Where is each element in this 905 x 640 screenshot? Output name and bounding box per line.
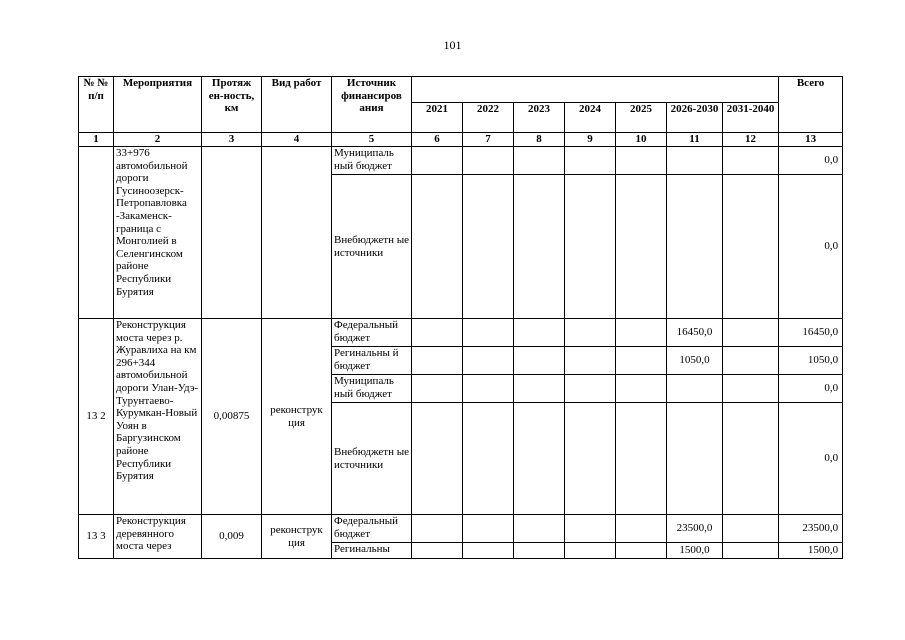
header-work-type: Вид работ (262, 77, 332, 133)
column-number: 9 (565, 133, 616, 147)
column-number: 11 (667, 133, 723, 147)
funding-source: Внебюджетн ые источники (332, 175, 412, 319)
header-length: Протяж ен-ность, км (202, 77, 262, 133)
funding-source: Муниципаль ный бюджет (332, 375, 412, 403)
funding-source: Внебюджетн ые источники (332, 403, 412, 515)
value-2026-2030: 1050,0 (667, 347, 723, 375)
funding-source: Федеральный бюджет (332, 319, 412, 347)
header-source: Источник финансиров ания (332, 77, 412, 133)
column-number: 6 (412, 133, 463, 147)
funding-total: 0,0 (779, 403, 843, 515)
header-year: 2022 (463, 103, 514, 133)
header-year: 2024 (565, 103, 616, 133)
header-year: 2025 (616, 103, 667, 133)
header-measure: Мероприятия (114, 77, 202, 133)
column-number: 8 (514, 133, 565, 147)
funding-total: 1050,0 (779, 347, 843, 375)
column-number: 4 (262, 133, 332, 147)
row-work-type (262, 147, 332, 319)
table-row (79, 147, 843, 175)
column-number: 3 (202, 133, 262, 147)
column-number: 12 (723, 133, 779, 147)
row-work-type: реконструк ция (262, 319, 332, 515)
row-num: 13 3 (79, 515, 114, 559)
header-year: 2026-2030 (667, 103, 723, 133)
funding-source: Федеральный бюджет (332, 515, 412, 543)
value-2026-2030 (667, 375, 723, 403)
row-num (79, 147, 114, 319)
value-2026-2030: 16450,0 (667, 319, 723, 347)
column-number: 2 (114, 133, 202, 147)
table-row (79, 319, 843, 347)
column-number: 13 (779, 133, 843, 147)
funding-total: 16450,0 (779, 319, 843, 347)
header-year: 2021 (412, 103, 463, 133)
row-measure: Реконструкция моста через р. Журавлиха на км 296+344 автомобильной дороги Улан-Удэ-Турунтаево-Курумкан-Новый Уоян в Баргузинском районе Республики Бурятия (114, 319, 202, 515)
column-number: 10 (616, 133, 667, 147)
value-2026-2030 (667, 147, 723, 175)
value-2026-2030: 23500,0 (667, 515, 723, 543)
row-length: 0,009 (202, 515, 262, 559)
row-measure: Реконструкция деревянного моста через (114, 515, 202, 559)
header-total: Всего (779, 77, 843, 133)
funding-total: 23500,0 (779, 515, 843, 543)
header-years-group (412, 77, 779, 103)
funding-table (78, 76, 843, 559)
funding-source: Регинальны (332, 543, 412, 559)
value-2026-2030 (667, 175, 723, 319)
page-number: 101 (443, 38, 462, 52)
row-length (202, 147, 262, 319)
funding-total: 0,0 (779, 147, 843, 175)
funding-source: Регинальны й бюджет (332, 347, 412, 375)
funding-total: 0,0 (779, 175, 843, 319)
value-2026-2030 (667, 403, 723, 515)
funding-total: 1500,0 (779, 543, 843, 559)
column-number: 5 (332, 133, 412, 147)
row-measure: 33+976 автомобильной дороги Гусиноозерск-Петропавловка -Закаменск-граница с Монголией в Селенгинском районе Республики Бурятия (114, 147, 202, 319)
column-number: 7 (463, 133, 514, 147)
column-number: 1 (79, 133, 114, 147)
table-row (79, 515, 843, 543)
row-num: 13 2 (79, 319, 114, 515)
header-year: 2031-2040 (723, 103, 779, 133)
value-2026-2030: 1500,0 (667, 543, 723, 559)
row-work-type: реконструк ция (262, 515, 332, 559)
funding-source: Муниципаль ный бюджет (332, 147, 412, 175)
row-length: 0,00875 (202, 319, 262, 515)
header-num: № № п/п (79, 77, 114, 133)
header-year: 2023 (514, 103, 565, 133)
funding-total: 0,0 (779, 375, 843, 403)
